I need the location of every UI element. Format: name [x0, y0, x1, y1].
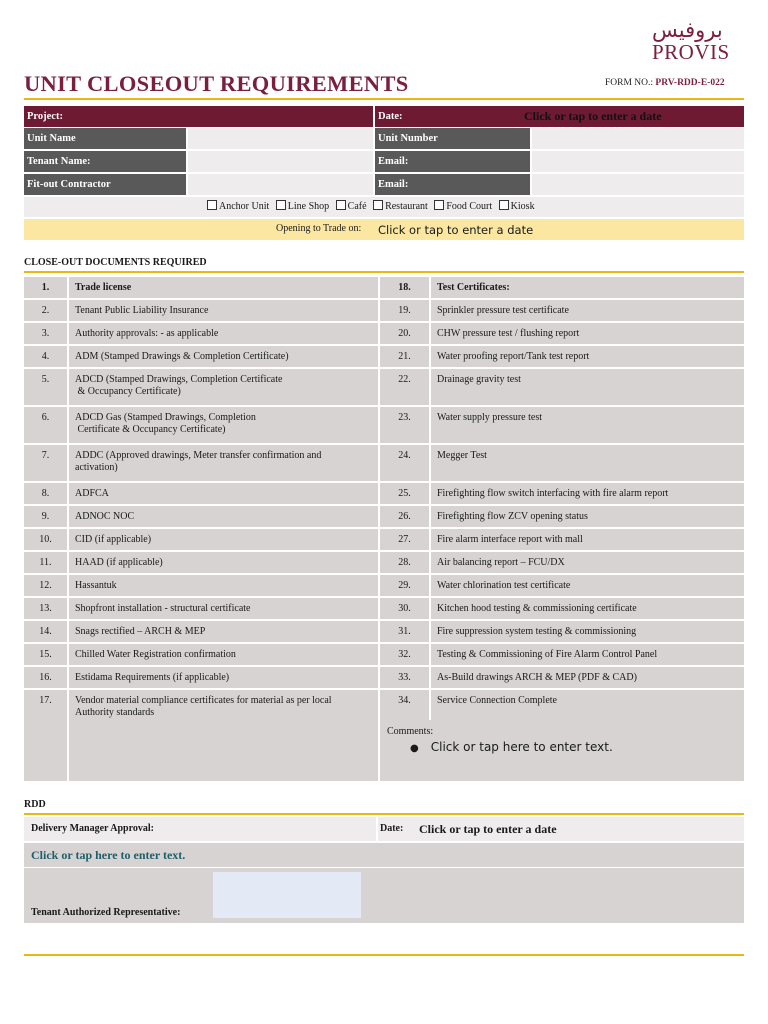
doc-number-text: 1. — [41, 282, 50, 293]
footer-rule — [24, 954, 744, 956]
doc-item-text: Water proofing report/Tank test report — [437, 351, 590, 362]
unit-name-input[interactable] — [188, 128, 373, 149]
doc-item-text-line2: Authority standards — [75, 707, 155, 718]
checkbox-icon — [207, 200, 217, 210]
logo-english: PROVIS — [652, 40, 730, 64]
doc-item-text: Test Certificates: — [437, 282, 510, 293]
doc-item — [69, 300, 378, 321]
doc-item — [431, 598, 744, 619]
doc-item-text: Megger Test — [437, 450, 487, 461]
doc-number — [24, 369, 67, 405]
signature-box[interactable] — [213, 872, 361, 918]
logo-arabic: بروفيس — [652, 18, 723, 42]
form-number-value: PRV-RDD-E-022 — [655, 78, 725, 88]
doc-item — [69, 621, 378, 642]
doc-item-text: Testing & Commissioning of Fire Alarm Control Panel — [437, 649, 658, 660]
doc-number-text: 33. — [398, 672, 411, 683]
doc-item — [69, 552, 378, 573]
doc-item — [69, 346, 378, 367]
opening-row — [24, 219, 744, 240]
checkbox-kiosk[interactable] — [499, 201, 535, 212]
tenant-name-input[interactable] — [188, 151, 373, 172]
docs-heading: CLOSE-OUT DOCUMENTS REQUIRED — [24, 257, 207, 268]
rdd-approval-row — [24, 817, 744, 841]
doc-item-text-line2: activation) — [75, 462, 118, 473]
doc-number — [24, 621, 67, 642]
checkbox-restaurant[interactable] — [373, 201, 428, 212]
doc-item-text: ADDC (Approved drawings, Meter transfer confirmation and — [75, 450, 322, 461]
comments-cell[interactable] — [380, 720, 744, 781]
doc-number — [380, 644, 429, 665]
fitout-contractor-label: Fit-out Contractor — [24, 174, 186, 195]
doc-item-text: Water supply pressure test — [437, 412, 542, 423]
doc-item — [69, 667, 378, 688]
doc-item — [69, 506, 378, 527]
doc-number-text: 15. — [39, 649, 52, 660]
date-field[interactable] — [375, 106, 744, 127]
doc-item-text: ADCD Gas (Stamped Drawings, Completion — [75, 412, 256, 423]
doc-item-text: Kitchen hood testing & commissioning certificate — [437, 603, 637, 614]
doc-item — [69, 445, 378, 481]
comments-blank-cell — [69, 720, 378, 781]
unit-row — [24, 128, 744, 149]
project-date-row — [24, 106, 744, 127]
doc-item-text: Estidama Requirements (if applicable) — [75, 672, 230, 683]
tenant-row — [24, 151, 744, 172]
comments-placeholder[interactable] — [410, 740, 613, 754]
doc-number — [380, 529, 429, 550]
doc-number-text: 12. — [39, 580, 52, 591]
doc-number — [380, 323, 429, 344]
doc-number — [24, 644, 67, 665]
doc-item-text: CHW pressure test / flushing report — [437, 328, 580, 339]
doc-item-text: Firefighting flow switch interfacing with fire alarm report — [437, 488, 669, 499]
doc-number — [24, 506, 67, 527]
checkbox-label: Anchor Unit — [219, 201, 270, 212]
doc-number — [380, 300, 429, 321]
doc-number-text: 32. — [398, 649, 411, 660]
doc-number-text: 20. — [398, 328, 411, 339]
doc-number — [24, 323, 67, 344]
doc-item — [431, 369, 744, 405]
doc-number-text: 31. — [398, 626, 411, 637]
doc-number — [380, 506, 429, 527]
comments-num-cell — [24, 720, 67, 781]
doc-number — [380, 277, 429, 298]
doc-item-text: ADCD (Stamped Drawings, Completion Certificate — [75, 374, 283, 385]
doc-item — [69, 323, 378, 344]
doc-number-text: 8. — [41, 488, 50, 499]
doc-item-text: Chilled Water Registration confirmation — [75, 649, 236, 660]
doc-item-text: Vendor material compliance certificates for material as per local — [75, 695, 332, 706]
doc-number-text: 24. — [398, 450, 411, 461]
doc-number — [380, 575, 429, 596]
doc-number-text: 19. — [398, 305, 411, 316]
doc-item — [69, 407, 378, 443]
doc-item-text: ADNOC NOC — [75, 511, 135, 522]
doc-item-text: Firefighting flow ZCV opening status — [437, 511, 588, 522]
doc-item — [431, 690, 744, 724]
bullet-icon: ● — [410, 743, 419, 754]
rdd-text-row[interactable] — [24, 843, 744, 867]
doc-number — [24, 445, 67, 481]
page-title: UNIT CLOSEOUT REQUIREMENTS — [24, 71, 409, 96]
doc-number-text: 22. — [398, 374, 411, 385]
doc-number-text: 5. — [41, 374, 50, 385]
rdd-date-cell[interactable] — [378, 817, 744, 841]
contractor-email-input[interactable] — [532, 174, 744, 195]
unit-type-options — [207, 197, 535, 217]
doc-number-text: 14. — [39, 626, 52, 637]
doc-number — [380, 445, 429, 481]
checkbox-cafe[interactable] — [336, 201, 367, 212]
doc-item — [431, 621, 744, 642]
doc-item — [69, 369, 378, 405]
doc-number — [24, 575, 67, 596]
checkbox-label: Food Court — [446, 201, 493, 212]
approval-label: Delivery Manager Approval: — [31, 823, 154, 834]
comments-label: Comments: — [387, 726, 434, 737]
checkbox-icon — [373, 200, 383, 210]
doc-item-text: Fire alarm interface report with mall — [437, 534, 583, 545]
rdd-heading: RDD — [24, 799, 46, 810]
opening-date-placeholder[interactable]: Click or tap to enter a date — [378, 223, 534, 237]
doc-item-text: Authority approvals: - as applicable — [75, 328, 219, 339]
checkbox-label: Line Shop — [287, 201, 330, 212]
doc-item-text: Fire suppression system testing & commissioning — [437, 626, 637, 637]
doc-number — [24, 277, 67, 298]
checkbox-food-court[interactable] — [434, 201, 492, 212]
doc-number — [24, 690, 67, 724]
opening-label: Opening to Trade on: — [276, 223, 362, 234]
checkbox-line-shop[interactable] — [276, 201, 329, 212]
approval-cell[interactable] — [24, 817, 376, 841]
doc-item-text: HAAD (if applicable) — [75, 557, 163, 568]
doc-number — [380, 621, 429, 642]
doc-item — [431, 323, 744, 344]
doc-item-text: Hassantuk — [75, 580, 117, 591]
doc-number-text: 9. — [41, 511, 50, 522]
doc-item — [69, 644, 378, 665]
doc-number-text: 29. — [398, 580, 411, 591]
doc-item — [431, 552, 744, 573]
unit-number-label: Unit Number — [375, 128, 530, 149]
doc-number-text: 4. — [41, 351, 50, 362]
date-label: Date: — [378, 111, 403, 122]
doc-item — [69, 277, 378, 298]
doc-number — [24, 300, 67, 321]
doc-item — [431, 667, 744, 688]
checkbox-anchor-unit[interactable] — [207, 201, 269, 212]
doc-item-text-line2: Certificate & Occupancy Certificate) — [75, 424, 226, 435]
contractor-row — [24, 174, 744, 195]
checkbox-icon — [434, 200, 444, 210]
doc-number — [24, 552, 67, 573]
checkbox-label: Café — [347, 201, 367, 212]
doc-item-text: Snags rectified – ARCH & MEP — [75, 626, 206, 637]
doc-item — [69, 690, 378, 724]
tenant-name-label: Tenant Name: — [24, 151, 186, 172]
form-number — [605, 78, 725, 88]
doc-number-text: 17. — [39, 695, 52, 706]
doc-item — [69, 529, 378, 550]
tenant-email-label: Email: — [375, 151, 530, 172]
fitout-contractor-input[interactable] — [188, 174, 373, 195]
doc-item-text: Tenant Public Liability Insurance — [75, 305, 209, 316]
doc-item-text: Shopfront installation - structural certificate — [75, 603, 251, 614]
doc-number-text: 18. — [398, 282, 411, 293]
docs-divider — [24, 271, 744, 273]
doc-number — [380, 690, 429, 724]
doc-number — [380, 346, 429, 367]
doc-item — [431, 277, 744, 298]
doc-number — [380, 369, 429, 405]
doc-item-text-line2: & Occupancy Certificate) — [75, 386, 181, 397]
checkbox-label: Kiosk — [510, 201, 535, 212]
doc-item-text: Service Connection Complete — [437, 695, 557, 706]
doc-number — [24, 407, 67, 443]
doc-number-text: 10. — [39, 534, 52, 545]
doc-item — [69, 575, 378, 596]
title-divider — [24, 98, 744, 100]
doc-number — [24, 483, 67, 504]
unit-number-input[interactable] — [532, 128, 744, 149]
doc-item — [69, 598, 378, 619]
doc-number-text: 6. — [41, 412, 50, 423]
doc-number — [380, 598, 429, 619]
doc-item-text: Trade license — [75, 282, 132, 293]
rdd-text-placeholder[interactable]: Click or tap here to enter text. — [31, 848, 186, 862]
doc-number — [24, 667, 67, 688]
doc-number-text: 25. — [398, 488, 411, 499]
project-label: Project: — [24, 106, 373, 127]
checkbox-label: Restaurant — [385, 201, 428, 212]
doc-number-text: 3. — [41, 328, 50, 339]
unit-name-label: Unit Name — [24, 128, 186, 149]
contractor-email-label: Email: — [375, 174, 530, 195]
doc-number-text: 11. — [39, 557, 52, 568]
rdd-divider — [24, 813, 744, 815]
doc-item — [431, 644, 744, 665]
doc-number-text: 34. — [398, 695, 411, 706]
checkbox-icon — [499, 200, 509, 210]
doc-item-text: As-Build drawings ARCH & MEP (PDF & CAD) — [437, 672, 637, 683]
doc-number — [24, 346, 67, 367]
doc-item — [431, 483, 744, 504]
doc-item — [431, 506, 744, 527]
checkbox-icon — [336, 200, 346, 210]
form-number-label: FORM NO.: — [605, 78, 654, 88]
doc-item-text: ADFCA — [75, 488, 109, 499]
doc-number-text: 16. — [39, 672, 52, 683]
comments-placeholder-text[interactable]: Click or tap here to enter text. — [430, 740, 613, 754]
doc-number-text: 23. — [398, 412, 411, 423]
doc-item-text: Water chlorination test certificate — [437, 580, 571, 591]
doc-item-text: Sprinkler pressure test certificate — [437, 305, 569, 316]
doc-number — [24, 598, 67, 619]
tenant-rep-label: Tenant Authorized Representative: — [31, 907, 181, 918]
unit-type-row — [24, 197, 744, 217]
doc-number-text: 7. — [41, 450, 50, 461]
tenant-email-input[interactable] — [532, 151, 744, 172]
doc-number — [24, 529, 67, 550]
doc-number — [380, 552, 429, 573]
doc-item-text: CID (if applicable) — [75, 534, 152, 545]
doc-item-text: Drainage gravity test — [437, 374, 521, 385]
doc-item — [431, 300, 744, 321]
tenant-rep-row — [24, 868, 744, 923]
doc-number — [380, 407, 429, 443]
doc-number-text: 21. — [398, 351, 411, 362]
doc-item — [431, 445, 744, 481]
doc-item — [431, 407, 744, 443]
doc-item-text: Air balancing report – FCU/DX — [437, 557, 565, 568]
doc-number-text: 28. — [398, 557, 411, 568]
doc-number — [380, 667, 429, 688]
doc-item — [431, 575, 744, 596]
doc-number-text: 2. — [41, 305, 50, 316]
rdd-date-placeholder[interactable]: Click or tap to enter a date — [419, 822, 557, 836]
doc-item — [431, 346, 744, 367]
rdd-date-label: Date: — [380, 823, 404, 834]
doc-number-text: 27. — [398, 534, 411, 545]
date-placeholder[interactable]: Click or tap to enter a date — [524, 109, 662, 123]
checkbox-icon — [276, 200, 286, 210]
doc-number-text: 30. — [398, 603, 411, 614]
doc-item — [431, 529, 744, 550]
doc-number-text: 13. — [39, 603, 52, 614]
doc-number — [380, 483, 429, 504]
doc-number-text: 26. — [398, 511, 411, 522]
doc-item — [69, 483, 378, 504]
doc-item-text: ADM (Stamped Drawings & Completion Certificate) — [75, 351, 289, 362]
